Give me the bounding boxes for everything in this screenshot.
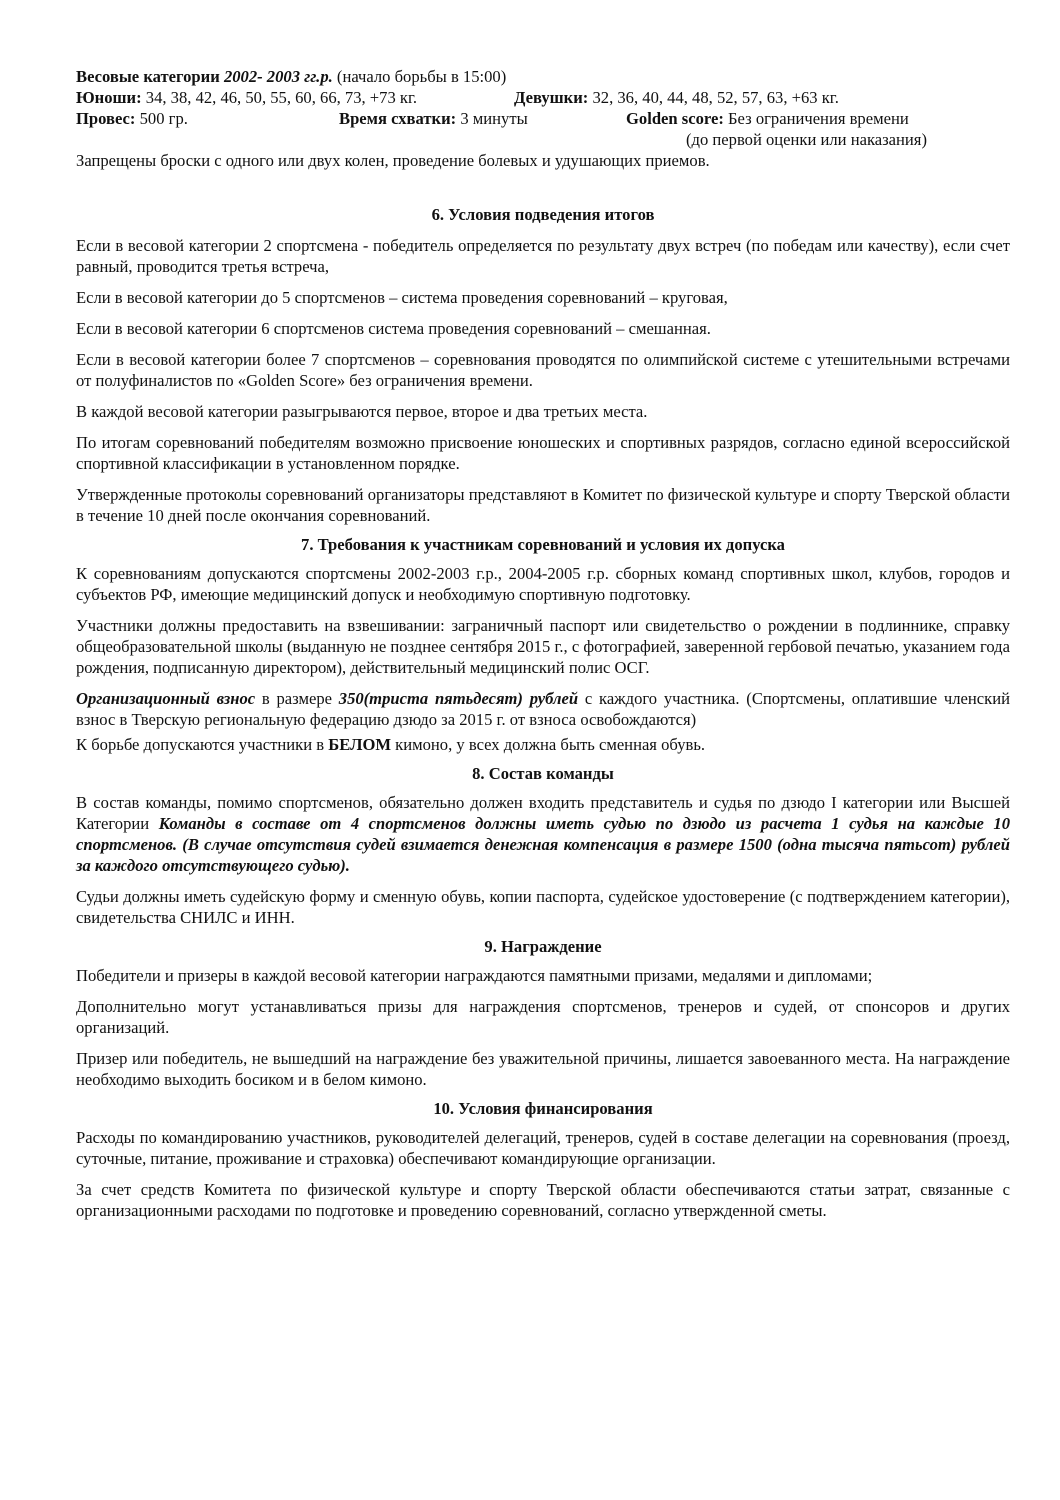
bout-value: 3 минуты (456, 109, 528, 128)
team-judge-rule: Команды в составе от 4 спортсменов должны иметь судью по дзюдо из расчета 1 судья на каждые 10 спортсменов. (В случае отсутствия судей взимается денежная компенсация в размере 1500 (одна тысяча пятьсот) рублей за каждого отсутствующего судью). (76, 814, 1010, 875)
section-6-paragraph: Утвержденные протоколы соревнований организаторы представляют в Комитет по физической культуре и спорту Тверской области в течение 10 дней после окончания соревнований. (76, 485, 1010, 525)
rules-line (76, 108, 1010, 129)
document-content (76, 66, 1010, 1221)
section-6-paragraph: В каждой весовой категории разыгрываются первое, второе и два третьих места. (76, 402, 648, 421)
section-7-kimono-paragraph (76, 734, 1010, 755)
section-7-paragraph: Участники должны предоставить на взвешивании: заграничный паспорт или свидетельство о рождении в подлиннике, справку общеобразовательной школы (выданную не позднее сентября 2015 г., с фотографией, заверенной гербовой печатью, указанием года рождения, подписанную директором), действительный медицинский полис ОСГ. (76, 616, 1010, 677)
team-text: В состав команды, помимо спортсменов, обязательно должен входить представитель и судья по дзюдо I категории или Высшей Категории (76, 793, 1010, 833)
section-8-heading: 8. Состав команды (472, 764, 614, 783)
weight-categories-title (76, 66, 1010, 87)
overweight (76, 108, 188, 129)
golden-value: Без ограничения времени (723, 109, 909, 128)
section-6-paragraph: По итогам соревнований победителям возможно присвоение юношеских и спортивных разрядов, согласно единой всероссийской спортивной классификации в установленном порядке. (76, 433, 1010, 473)
section-6-paragraph: Если в весовой категории 6 спортсменов система проведения соревнований – смешанная. (76, 319, 711, 338)
overweight-label: Провес: (76, 109, 136, 128)
section-6-heading: 6. Условия подведения итогов (431, 205, 655, 224)
section-8-paragraph: Судьи должны иметь судейскую форму и сменную обувь, копии паспорта, судейское удостоверение (с подтверждением категории), свидетельства СНИЛС и ИНН. (76, 887, 1010, 927)
golden-score (626, 108, 909, 129)
fee-text: с каждого участника. (Спортсмены, оплатившие членский взнос в Тверскую региональную федерацию дзюдо за 2015 г. от взноса освобождаются) (76, 689, 1010, 729)
section-10-heading: 10. Условия финансирования (433, 1099, 653, 1118)
section-7-fee-paragraph (76, 688, 1010, 730)
kimono-color: БЕЛОМ (328, 735, 392, 754)
golden-note: (до первой оценки или наказания) (686, 130, 927, 149)
boys-value: 34, 38, 42, 46, 50, 55, 60, 66, 73, +73 кг. (141, 88, 418, 107)
golden-note-line (76, 129, 1010, 150)
title-suffix: (начало борьбы в 15:00) (332, 67, 507, 86)
prohibited-line (76, 150, 1010, 171)
section-6-paragraph: Если в весовой категории 2 спортсмена - победитель определяется по результату двух встреч (по победам или качеству), если счет равный, проводится третья встреча, (76, 236, 1010, 276)
section-7-paragraph: К соревнованиям допускаются спортсмены 2002-2003 г.р., 2004-2005 г.р. сборных команд спортивных школ, клубов, городов и субъектов РФ, имеющие медицинский допуск и необходимую спортивную подготовку. (76, 564, 1010, 604)
bout-time (339, 108, 528, 129)
bout-label: Время схватки: (339, 109, 457, 128)
section-8-paragraph (76, 792, 1010, 876)
title-years: 2002- 2003 гг.р. (223, 67, 333, 86)
section-6-paragraph: Если в весовой категории более 7 спортсменов – соревнования проводятся по олимпийской системе с утешительными встречами от полуфиналистов по «Golden Score» без ограничения времени. (76, 350, 1010, 390)
golden-label: Golden score: (626, 109, 724, 128)
title-prefix: Весовые категории (76, 67, 224, 86)
girls-label: Девушки: (514, 88, 589, 107)
overweight-value: 500 гр. (135, 109, 188, 128)
section-10-paragraph: Расходы по командированию участников, руководителей делегаций, тренеров, судей в составе делегации на соревнования (проезд, суточные, питание, проживание и страховка) обеспечивают командирующие организации. (76, 1128, 1010, 1168)
kimono-text: кимоно, у всех должна быть сменная обувь. (391, 735, 706, 754)
fee-text: в размере (255, 689, 339, 708)
prohibited-text: Запрещены броски с одного или двух колен, проведение болевых и удушающих приемов. (76, 151, 710, 170)
kimono-text: К борьбе допускаются участники в (76, 735, 329, 754)
boys-weights (76, 87, 417, 108)
girls-value: 32, 36, 40, 44, 48, 52, 57, 63, +63 кг. (588, 88, 839, 107)
girls-weights (514, 87, 839, 108)
fee-label: Организационный взнос (76, 689, 256, 708)
section-9-paragraph: Победители и призеры в каждой весовой категории награждаются памятными призами, медалями и дипломами; (76, 966, 873, 985)
boys-label: Юноши: (76, 88, 142, 107)
fee-amount: 350(триста пятьдесят) рублей (338, 689, 579, 708)
section-7-heading: 7. Требования к участникам соревнований и условия их допуска (301, 535, 785, 554)
section-6-paragraph: Если в весовой категории до 5 спортсменов – система проведения соревнований – круговая, (76, 288, 728, 307)
section-10-paragraph: За счет средств Комитета по физической культуре и спорту Тверской области обеспечиваются статьи затрат, связанные с организационными расходами по подготовке и проведению соревнований, согласно утвержденной сметы. (76, 1180, 1010, 1220)
weights-line (76, 87, 1010, 108)
section-9-paragraph: Дополнительно могут устанавливаться призы для награждения спортсменов, тренеров и судей, от спонсоров и других организаций. (76, 997, 1010, 1037)
section-9-heading: 9. Награждение (484, 937, 602, 956)
section-9-paragraph: Призер или победитель, не вышедший на награждение без уважительной причины, лишается завоеванного места. На награждение необходимо выходить босиком и в белом кимоно. (76, 1049, 1010, 1089)
